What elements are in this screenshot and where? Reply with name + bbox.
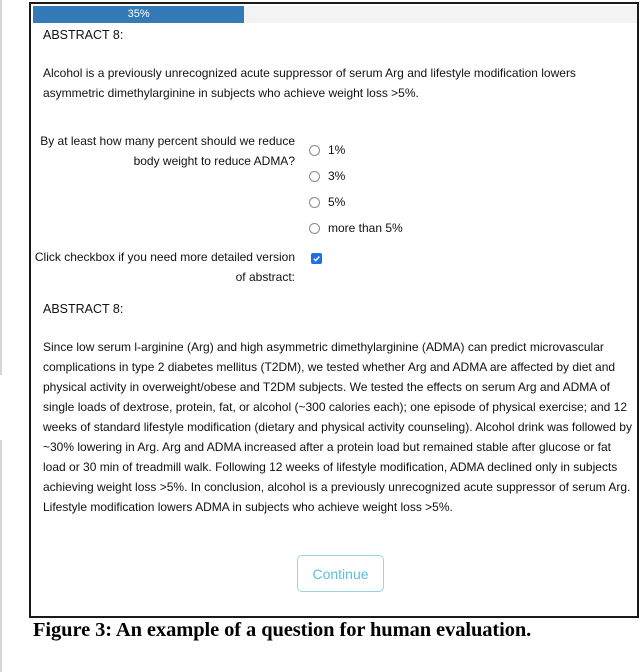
option-5-percent[interactable] bbox=[309, 189, 403, 215]
option-label: 1% bbox=[328, 143, 346, 157]
radio-button[interactable] bbox=[309, 223, 320, 234]
progress-bar bbox=[33, 6, 637, 23]
page-edge-line bbox=[0, 0, 2, 375]
full-abstract-text: Since low serum l-arginine (Arg) and high asymmetric dimethylarginine (ADMA) can predict microvascular complications in type 2 diabetes mellitus (T2DM), we tested whether Arg and ADMA are affected by diet and physical activity in overweight/obese and T2DM subjects. We tested the effects on serum Arg and ADMA of single loads of dextrose, protein, fat, or alcohol (~300 calories each); one episode of physical exercise; and 12 weeks of standard lifestyle modification (dietary and physical activity counseling). Alcohol drink was followed by ~30% lowering in Arg. Arg and ADMA increased after a protein load but remained stable after glucose or fat load or 30 min of treadmill walk. Following 12 weeks of lifestyle modification, ADMA declined only in subjects achieving weight loss >5%. In conclusion, alcohol is a previously unrecognized acute suppressor of serum Arg. Lifestyle modification lowers ADMA in subjects who achieve weight loss >5%. bbox=[43, 340, 632, 514]
question-label: By at least how many percent should we reduce body weight to reduce ADMA? bbox=[40, 134, 295, 168]
radio-button[interactable] bbox=[309, 197, 320, 208]
option-label: more than 5% bbox=[328, 221, 403, 235]
detail-checkbox[interactable] bbox=[311, 253, 322, 264]
summary-title: ABSTRACT 8: bbox=[43, 28, 124, 42]
option-1-percent[interactable] bbox=[309, 137, 403, 163]
evaluation-form-frame bbox=[29, 2, 639, 618]
option-label: 5% bbox=[328, 195, 346, 209]
figure-caption: Figure 3: An example of a question for human evaluation. bbox=[33, 619, 532, 641]
radio-button[interactable] bbox=[309, 145, 320, 156]
detail-checkbox-label: Click checkbox if you need more detailed version of abstract: bbox=[34, 250, 295, 284]
option-more-than-5-percent[interactable] bbox=[309, 215, 403, 241]
progress-bar-fill: 35% bbox=[33, 6, 244, 23]
option-label: 3% bbox=[328, 169, 346, 183]
full-abstract-title: ABSTRACT 8: bbox=[43, 302, 124, 316]
option-3-percent[interactable] bbox=[309, 163, 403, 189]
continue-button[interactable]: Continue bbox=[297, 555, 384, 592]
summary-text: Alcohol is a previously unrecognized acute suppressor of serum Arg and lifestyle modification lowers asymmetric dimethylarginine in subjects who achieve weight loss >5%. bbox=[43, 66, 576, 100]
checkmark-icon bbox=[312, 254, 321, 263]
radio-button[interactable] bbox=[309, 171, 320, 182]
page-edge-line bbox=[0, 440, 2, 672]
answer-options bbox=[309, 137, 403, 241]
